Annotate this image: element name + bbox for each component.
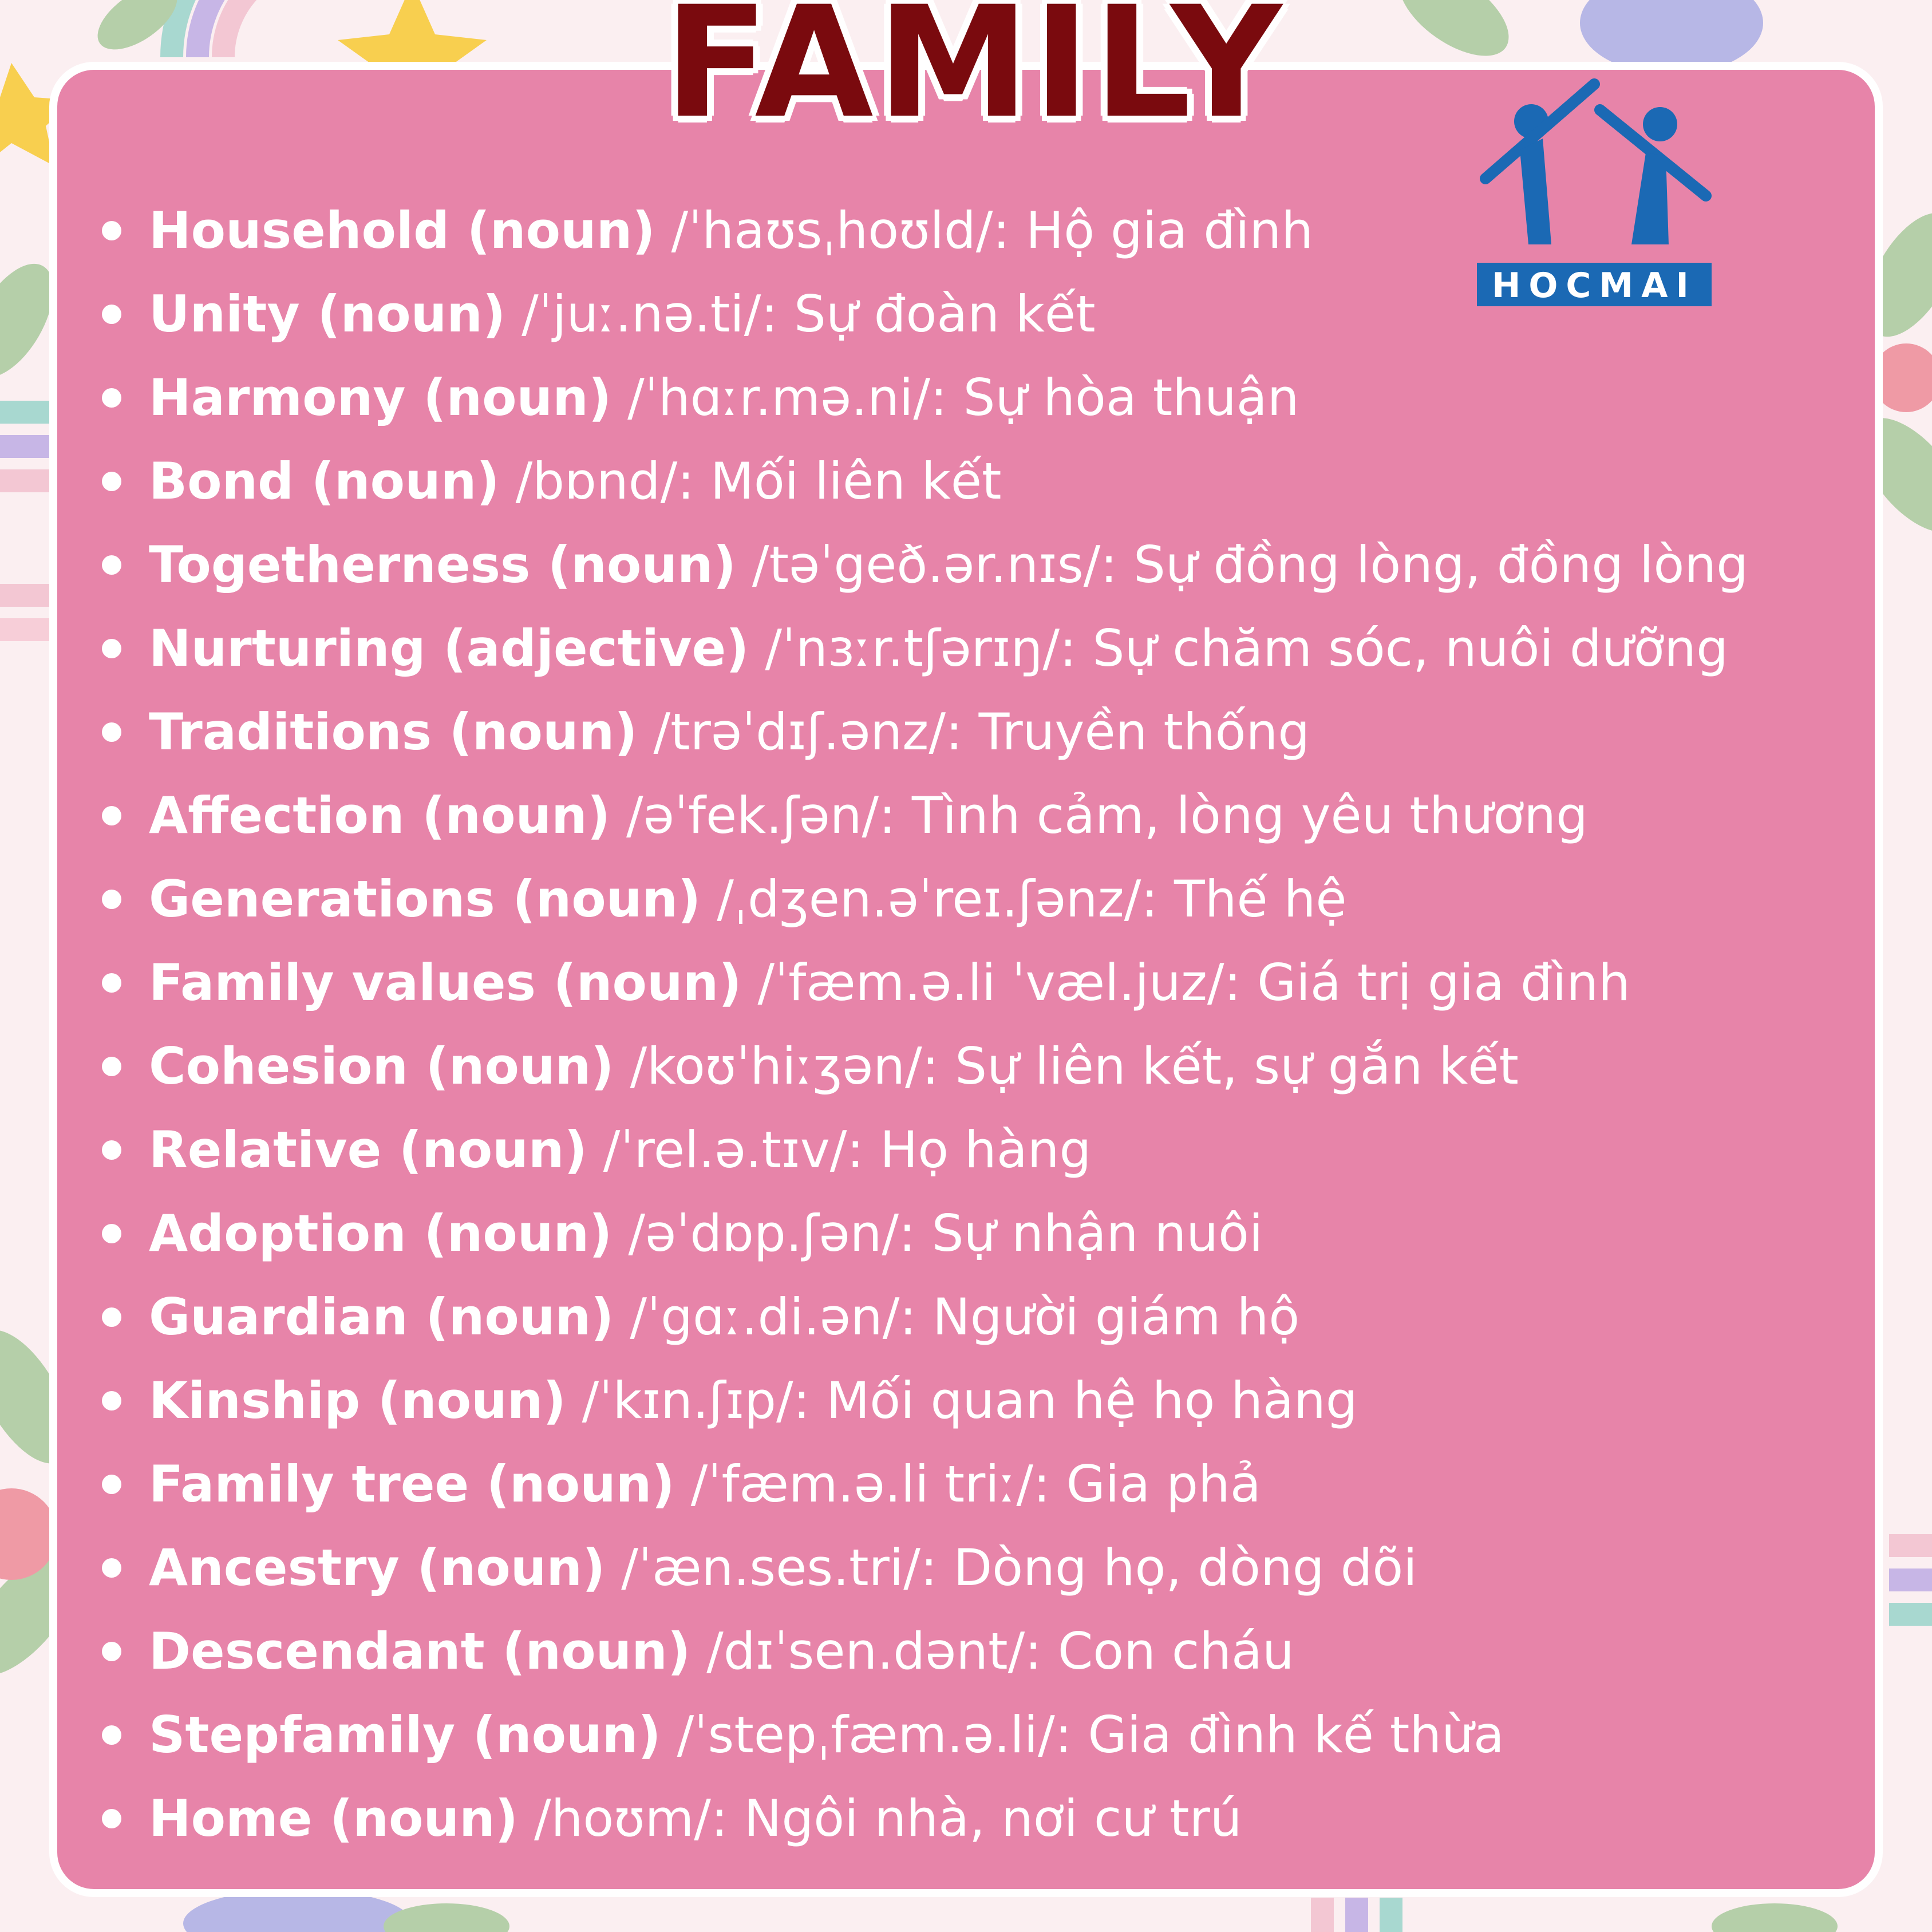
vocab-term: Family tree (noun) xyxy=(149,1455,675,1514)
bullet-icon xyxy=(102,639,121,658)
vocab-term: Nurturing (adjective) xyxy=(149,619,749,678)
vocab-meaning: Sự đoàn kết xyxy=(793,285,1096,343)
vocab-meaning: Người giám hộ xyxy=(932,1287,1300,1346)
vocab-meaning: Con cháu xyxy=(1057,1622,1294,1681)
vocab-term: Kinship (noun) xyxy=(149,1371,566,1430)
vocab-term: Cohesion (noun) xyxy=(149,1037,614,1096)
vocab-pronunciation: /ˈstepˌfæm.ə.li/: xyxy=(677,1705,1072,1764)
vocab-term: Ancestry (noun) xyxy=(149,1538,606,1597)
vocab-pronunciation: /ˈfæm.ə.li ˈvæl.juz/: xyxy=(757,953,1242,1012)
vocab-pronunciation: /ˌdʒen.əˈreɪ.ʃənz/: xyxy=(717,870,1158,929)
vocab-term: Adoption (noun) xyxy=(149,1204,613,1263)
vocab-term: Traditions (noun) xyxy=(149,702,638,761)
rainbow-decoration xyxy=(1889,1534,1932,1626)
bullet-icon xyxy=(102,1475,121,1494)
vocab-term: Home (noun) xyxy=(149,1789,518,1848)
list-item xyxy=(102,1192,1748,1275)
vocab-pronunciation: /ˈæn.ses.tri/: xyxy=(621,1538,938,1597)
list-item xyxy=(102,272,1748,356)
vocab-meaning: Truyền thống xyxy=(978,702,1310,761)
bullet-icon xyxy=(102,1391,121,1411)
flower-decoration xyxy=(1580,0,1763,74)
bullet-icon xyxy=(102,1725,121,1745)
logo-text: HOCMAI xyxy=(1492,266,1697,306)
vocab-pronunciation: /təˈgeð.ər.nɪs/: xyxy=(752,535,1117,594)
bullet-icon xyxy=(102,555,121,575)
rainbow-decoration xyxy=(172,0,321,57)
vocab-term: Unity (noun) xyxy=(149,285,506,343)
list-item xyxy=(102,1108,1748,1192)
vocab-meaning: Ngôi nhà, nơi cư trú xyxy=(744,1789,1242,1848)
list-item xyxy=(102,1443,1748,1526)
leaf-decoration xyxy=(384,1903,509,1932)
vocab-pronunciation: /əˈfek.ʃən/: xyxy=(626,786,896,845)
vocab-meaning: Sự hòa thuận xyxy=(963,368,1299,427)
vocab-meaning: Mối quan hệ họ hàng xyxy=(826,1371,1358,1430)
vocab-pronunciation: /ˈgɑː.di.ən/: xyxy=(630,1287,916,1346)
vocab-pronunciation: /ˈrel.ə.tɪv/: xyxy=(603,1120,864,1179)
vocab-meaning: Sự liên kết, sự gắn kết xyxy=(955,1037,1519,1096)
vocab-term: Stepfamily (noun) xyxy=(149,1705,661,1764)
vocab-meaning: Mối liên kết xyxy=(710,452,1002,511)
bullet-icon xyxy=(102,722,121,742)
list-item xyxy=(102,1777,1748,1860)
vocab-meaning: Sự đồng lòng, đồng lòng xyxy=(1133,535,1748,594)
vocab-pronunciation: /trəˈdɪʃ.ənz/: xyxy=(653,702,963,761)
bullet-icon xyxy=(102,305,121,324)
list-item xyxy=(102,1275,1748,1359)
list-item xyxy=(102,440,1748,523)
bullet-icon xyxy=(102,890,121,909)
list-item xyxy=(102,1693,1748,1777)
vocab-pronunciation: /ˈkɪn.ʃɪp/: xyxy=(582,1371,811,1430)
rainbow-decoration xyxy=(0,401,52,641)
bullet-icon xyxy=(102,806,121,825)
vocab-term: Togetherness (noun) xyxy=(149,535,736,594)
list-item xyxy=(102,941,1748,1025)
list-item xyxy=(102,1610,1748,1693)
leaf-decoration xyxy=(1384,0,1523,73)
vocab-pronunciation: /bɒnd/: xyxy=(515,452,694,511)
list-item xyxy=(102,356,1748,440)
vocab-meaning: Dòng họ, dòng dõi xyxy=(953,1538,1417,1597)
vocab-term: Household (noun) xyxy=(149,201,655,260)
vocab-meaning: Hộ gia đình xyxy=(1026,201,1314,260)
list-item xyxy=(102,1025,1748,1108)
rainbow-decoration xyxy=(1311,1898,1402,1932)
vocab-meaning: Gia đình kế thừa xyxy=(1088,1705,1504,1764)
bullet-icon xyxy=(102,1558,121,1578)
bullet-icon xyxy=(102,1057,121,1076)
list-item xyxy=(102,523,1748,607)
list-item xyxy=(102,858,1748,941)
list-item xyxy=(102,1526,1748,1610)
bullet-icon xyxy=(102,973,121,993)
vocab-pronunciation: /əˈdɒp.ʃən/: xyxy=(628,1204,916,1263)
vocabulary-list xyxy=(102,189,1748,1860)
vocab-meaning: Giá trị gia đình xyxy=(1257,953,1630,1012)
ball-decoration xyxy=(1872,343,1932,412)
list-item xyxy=(102,607,1748,690)
vocab-pronunciation: /dɪˈsen.dənt/: xyxy=(706,1622,1042,1681)
bullet-icon xyxy=(102,221,121,240)
vocab-meaning: Sự nhận nuôi xyxy=(931,1204,1263,1263)
vocab-term: Bond (noun) xyxy=(149,452,500,511)
bullet-icon xyxy=(102,388,121,408)
vocab-term: Harmony (noun) xyxy=(149,368,612,427)
list-item xyxy=(102,774,1748,858)
vocab-term: Affection (noun) xyxy=(149,786,611,845)
vocab-pronunciation: /ˈfæm.ə.li triː/: xyxy=(690,1455,1050,1514)
vocab-meaning: Sự chăm sóc, nuôi dưỡng xyxy=(1092,619,1728,678)
vocab-pronunciation: /ˈhɑːr.mə.ni/: xyxy=(627,368,947,427)
bullet-icon xyxy=(102,1642,121,1661)
vocab-meaning: Gia phả xyxy=(1066,1455,1261,1514)
vocab-term: Generations (noun) xyxy=(149,870,701,929)
vocab-meaning: Tình cảm, lòng yêu thương xyxy=(911,786,1588,845)
vocab-term: Descendant (noun) xyxy=(149,1622,691,1681)
vocab-term: Guardian (noun) xyxy=(149,1287,614,1346)
flower-decoration xyxy=(183,1889,412,1932)
list-item xyxy=(102,690,1748,774)
vocab-term: Family values (noun) xyxy=(149,953,742,1012)
vocab-pronunciation: /ˈhaʊsˌhoʊld/: xyxy=(671,201,1010,260)
leaf-decoration xyxy=(1712,1903,1838,1932)
vocab-term: Relative (noun) xyxy=(149,1120,587,1179)
page-title: FAMILY xyxy=(664,0,1286,152)
vocab-pronunciation: /ˈnɜːr.tʃərɪŋ/: xyxy=(765,619,1077,678)
vocab-pronunciation: /ˈjuː.nə.ti/: xyxy=(521,285,778,343)
bullet-icon xyxy=(102,1307,121,1327)
bullet-icon xyxy=(102,1140,121,1160)
bullet-icon xyxy=(102,1224,121,1243)
list-item xyxy=(102,1359,1748,1443)
bullet-icon xyxy=(102,472,121,491)
list-item xyxy=(102,189,1748,272)
vocab-pronunciation: /koʊˈhiːʒən/: xyxy=(630,1037,939,1096)
vocab-pronunciation: /hoʊm/: xyxy=(534,1789,728,1848)
vocab-meaning: Họ hàng xyxy=(880,1120,1092,1179)
bullet-icon xyxy=(102,1809,121,1828)
vocab-meaning: Thế hệ xyxy=(1174,870,1347,929)
